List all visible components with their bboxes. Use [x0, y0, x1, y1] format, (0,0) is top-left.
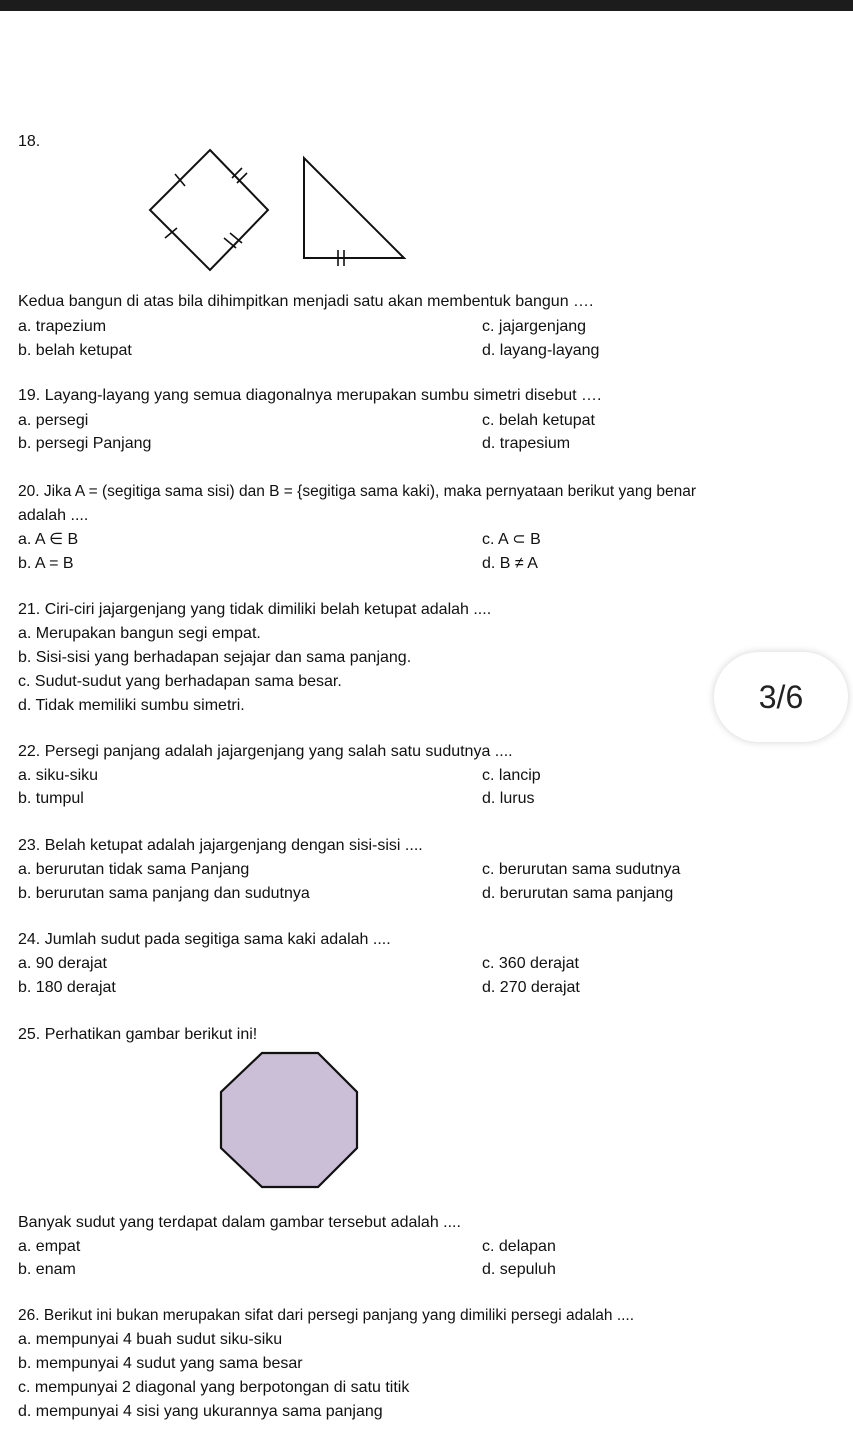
option-21-d: d. Tidak memiliki sumbu simetri. — [18, 697, 245, 714]
option-22-b: b. tumpul — [18, 790, 84, 807]
option-26-d: d. mempunyai 4 sisi yang ukurannya sama panjang — [18, 1403, 383, 1420]
page-indicator-badge[interactable] — [714, 652, 848, 742]
option-26-c: c. mempunyai 2 diagonal yang berpotongan di satu titik — [18, 1379, 410, 1396]
option-18-a: a. trapezium — [18, 318, 107, 335]
question-18-stem: Kedua bangun di atas bila dihimpitkan menjadi satu akan membentuk bangun …. — [18, 293, 594, 310]
octagon-figure — [218, 1050, 360, 1190]
question-20-stem-line2: adalah .... — [18, 507, 89, 524]
question-26-stem: 26. Berikut ini bukan merupakan sifat dari persegi panjang yang dimiliki persegi adalah .... — [18, 1307, 635, 1324]
option-25-c: c. delapan — [482, 1238, 556, 1255]
question-25-stem: 25. Perhatikan gambar berikut ini! — [18, 1026, 258, 1043]
option-20-b: b. A = B — [18, 555, 74, 572]
option-24-a: a. 90 derajat — [18, 955, 107, 972]
question-19-stem: 19. Layang-layang yang semua diagonalnya merupakan sumbu simetri disebut …. — [18, 387, 602, 404]
question-24-stem: 24. Jumlah sudut pada segitiga sama kaki adalah .... — [18, 931, 391, 948]
page-indicator-text: 3/6 — [758, 678, 804, 715]
option-21-c: c. Sudut-sudut yang berhadapan sama besar. — [18, 673, 342, 690]
question-25-stem-line2: Banyak sudut yang terdapat dalam gambar tersebut adalah .... — [18, 1214, 461, 1231]
option-18-d: d. layang-layang — [482, 342, 600, 359]
question-18-number: 18. — [18, 133, 41, 150]
option-19-c: c. belah ketupat — [482, 412, 595, 429]
question-21-stem: 21. Ciri-ciri jajargenjang yang tidak dimiliki belah ketupat adalah .... — [18, 601, 492, 618]
option-23-a: a. berurutan tidak sama Panjang — [18, 861, 250, 878]
right-triangle-figure — [296, 150, 416, 270]
option-24-c: c. 360 derajat — [482, 955, 579, 972]
option-26-a: a. mempunyai 4 buah sudut siku-siku — [18, 1331, 283, 1348]
option-18-b: b. belah ketupat — [18, 342, 132, 359]
status-bar — [0, 0, 853, 11]
question-22-stem: 22. Persegi panjang adalah jajargenjang yang salah satu sudutnya .... — [18, 743, 513, 760]
option-22-d: d. lurus — [482, 790, 535, 807]
option-20-a: a. A ∈ B — [18, 531, 79, 548]
option-23-c: c. berurutan sama sudutnya — [482, 861, 681, 878]
question-20-stem: 20. Jika A = (segitiga sama sisi) dan B = {segitiga sama kaki), maka pernyataan berikut yang benar — [18, 483, 697, 500]
option-24-b: b. 180 derajat — [18, 979, 116, 996]
option-26-b: b. mempunyai 4 sudut yang sama besar — [18, 1355, 303, 1372]
rhombus-figure — [140, 140, 280, 280]
question-23-stem: 23. Belah ketupat adalah jajargenjang dengan sisi-sisi .... — [18, 837, 423, 854]
option-19-b: b. persegi Panjang — [18, 435, 152, 452]
option-25-b: b. enam — [18, 1261, 76, 1278]
option-19-d: d. trapesium — [482, 435, 571, 452]
option-24-d: d. 270 derajat — [482, 979, 580, 996]
option-21-b: b. Sisi-sisi yang berhadapan sejajar dan sama panjang. — [18, 649, 412, 666]
option-23-b: b. berurutan sama panjang dan sudutnya — [18, 885, 310, 902]
option-20-d: d. B ≠ A — [482, 555, 538, 572]
option-22-a: a. siku-siku — [18, 767, 99, 784]
option-25-d: d. sepuluh — [482, 1261, 556, 1278]
option-20-c: c. A ⊂ B — [482, 531, 541, 548]
option-19-a: a. persegi — [18, 412, 89, 429]
option-25-a: a. empat — [18, 1238, 81, 1255]
option-18-c: c. jajargenjang — [482, 318, 587, 335]
option-23-d: d. berurutan sama panjang — [482, 885, 674, 902]
option-21-a: a. Merupakan bangun segi empat. — [18, 625, 261, 642]
option-22-c: c. lancip — [482, 767, 541, 784]
